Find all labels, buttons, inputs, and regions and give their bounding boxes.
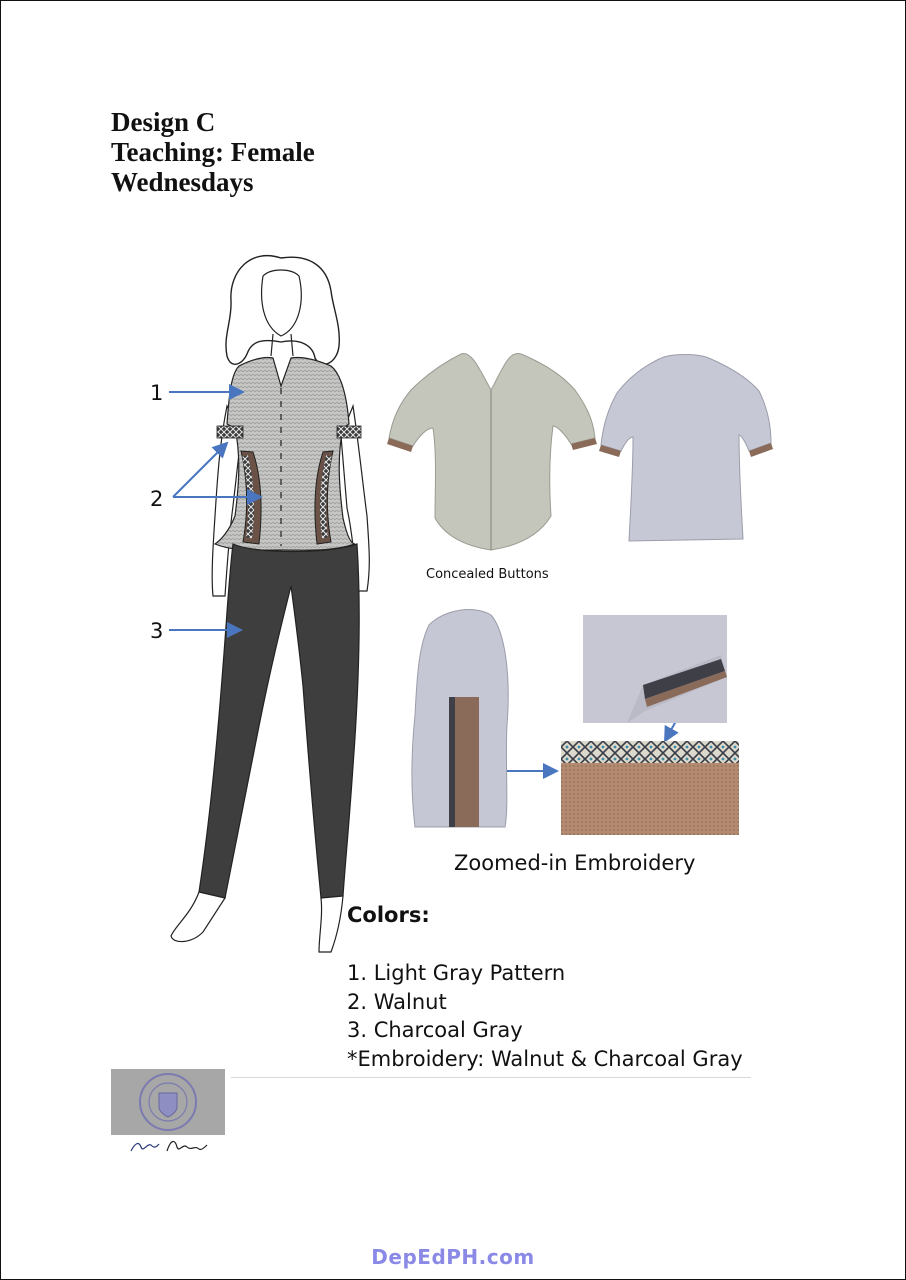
color-item-walnut: 2. Walnut — [347, 989, 447, 1014]
blouse-front-photo — [385, 346, 599, 558]
zoomed-embroidery-caption: Zoomed-in Embroidery — [454, 851, 696, 875]
blouse-side-photo — [405, 605, 517, 835]
sleeve-zoom-photo — [583, 615, 727, 723]
design-day: Wednesdays — [111, 167, 254, 197]
concealed-buttons-caption: Concealed Buttons — [426, 567, 549, 582]
color-item-embroidery: *Embroidery: Walnut & Charcoal Gray — [347, 1046, 743, 1071]
label-number-1: 1 — [150, 381, 164, 405]
color-item-light-gray: 1. Light Gray Pattern — [347, 961, 566, 985]
uniform-sketch-figure — [131, 246, 391, 966]
label-number-3: 3 — [150, 619, 164, 643]
deped-seal — [111, 1069, 225, 1135]
design-title — [111, 107, 315, 197]
divider-line — [231, 1077, 751, 1078]
design-name: Design C — [111, 107, 216, 137]
color-item-charcoal: 3. Charcoal Gray — [347, 1018, 523, 1042]
label-number-2: 2 — [150, 487, 164, 511]
blouse-back-photo — [599, 351, 773, 545]
embroidery-zoom-photo — [561, 741, 739, 835]
colors-list — [347, 959, 743, 1073]
colors-heading: Colors: — [347, 903, 430, 927]
signatures — [129, 1135, 209, 1157]
design-category: Teaching: Female — [111, 137, 315, 167]
footer-watermark: DepEdPH.com — [371, 1245, 535, 1269]
